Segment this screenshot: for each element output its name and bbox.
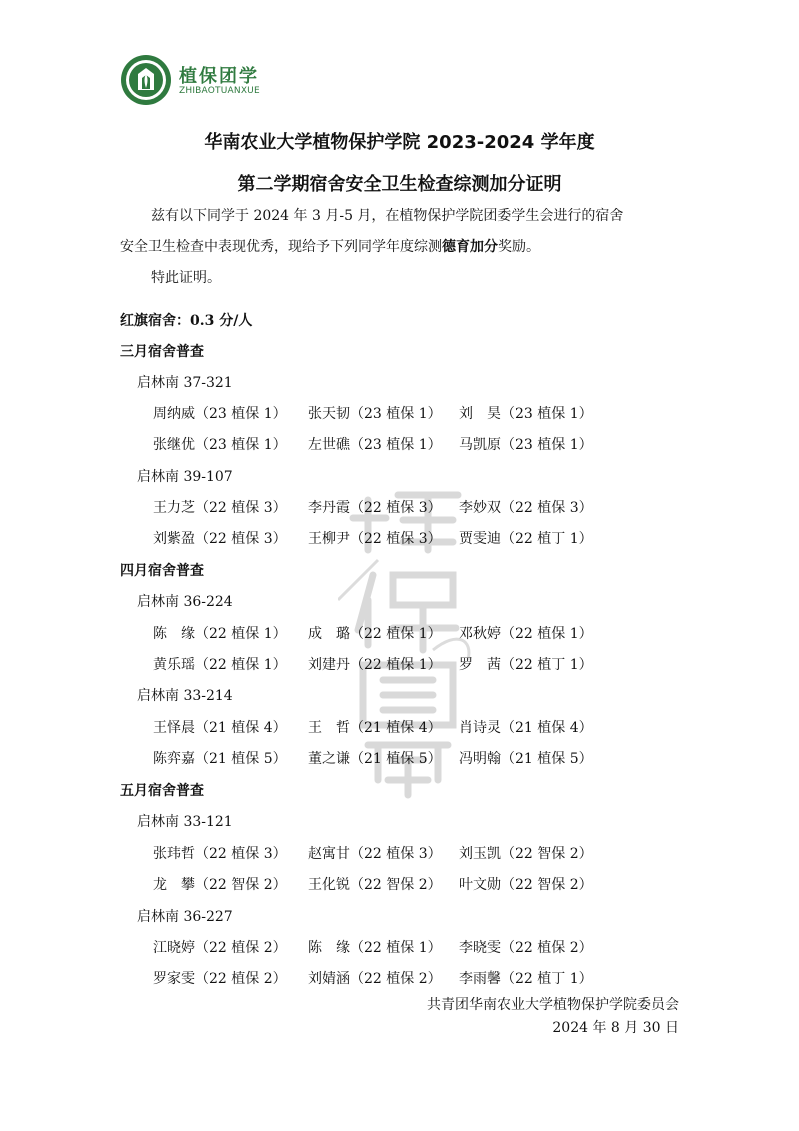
student-entry: 贾雯迪（22 植丁 1） xyxy=(459,531,593,547)
body-paragraph-2-end: 奖励。 xyxy=(498,239,540,255)
student-entry: 邓秋婷（22 植保 1） xyxy=(459,626,593,642)
logo-pinyin: ZHIBAOTUANXUE xyxy=(179,86,260,96)
student-entry: 刘紫盈（22 植保 3） xyxy=(153,531,287,547)
body-paragraph-1: 兹有以下同学于 2024 年 3 月-5 月，在植物保护学院团委学生会进行的宿舍 xyxy=(151,208,624,224)
student-entry: 王柳尹（22 植保 3） xyxy=(308,531,442,547)
student-entry: 王怿晨（21 植保 4） xyxy=(153,720,287,736)
student-entry: 叶文勋（22 智保 2） xyxy=(459,877,593,893)
student-entry: 陈 缘（22 植保 1） xyxy=(153,626,287,642)
month-heading: 五月宿舍普查 xyxy=(120,783,204,799)
student-entry: 刘 昊（23 植保 1） xyxy=(459,406,593,422)
student-entry: 黄乐瑶（22 植保 1） xyxy=(153,657,287,673)
student-entry: 左世礁（23 植保 1） xyxy=(308,437,442,453)
student-entry: 李晓雯（22 植保 2） xyxy=(459,940,593,956)
month-heading: 四月宿舍普查 xyxy=(120,563,204,579)
logo-name: 植保团学 xyxy=(179,66,259,87)
award-line: 红旗宿舍：0.3 分/人 xyxy=(120,313,253,329)
student-entry: 成 璐（22 植保 1） xyxy=(308,626,442,642)
student-entry: 龙 攀（22 智保 2） xyxy=(153,877,287,893)
student-entry: 王力芝（22 植保 3） xyxy=(153,500,287,516)
student-entry: 李丹霞（22 植保 3） xyxy=(308,500,442,516)
student-entry: 马凯原（23 植保 1） xyxy=(459,437,593,453)
student-entry: 王化锐（22 智保 2） xyxy=(308,877,442,893)
logo-emblem-icon xyxy=(120,54,172,106)
signature-organization: 共青团华南农业大学植物保护学院委员会 xyxy=(427,997,679,1013)
dorm-name: 启林南 33-214 xyxy=(137,688,233,704)
student-entry: 董之谦（21 植保 5） xyxy=(308,751,442,767)
title-line-2: 第二学期宿舍安全卫生检查综测加分证明 xyxy=(237,174,562,195)
student-entry: 赵寓甘（22 植保 3） xyxy=(308,846,442,862)
student-entry: 刘建丹（22 植保 1） xyxy=(308,657,442,673)
student-entry: 刘婧涵（22 植保 2） xyxy=(308,971,442,987)
dorm-name: 启林南 37-321 xyxy=(137,375,233,391)
body-paragraph-2-emphasis: 德育加分 xyxy=(442,239,498,255)
student-entry: 陈 缘（22 植保 1） xyxy=(308,940,442,956)
dorm-name: 启林南 39-107 xyxy=(137,469,233,485)
dorm-name: 启林南 33-121 xyxy=(137,814,233,830)
body-paragraph-2 xyxy=(120,232,540,262)
student-entry: 李雨馨（22 植丁 1） xyxy=(459,971,593,987)
student-entry: 刘玉凯（22 智保 2） xyxy=(459,846,593,862)
signature-date: 2024 年 8 月 30 日 xyxy=(552,1020,679,1036)
student-entry: 周纳威（23 植保 1） xyxy=(153,406,287,422)
student-entry: 陈弈嘉（21 植保 5） xyxy=(153,751,287,767)
student-entry: 冯明翰（21 植保 5） xyxy=(459,751,593,767)
month-heading: 三月宿舍普查 xyxy=(120,344,204,360)
student-entry: 罗家雯（22 植保 2） xyxy=(153,971,287,987)
student-entry: 王 哲（21 植保 4） xyxy=(308,720,442,736)
student-entry: 张继优（23 植保 1） xyxy=(153,437,287,453)
logo xyxy=(120,54,280,106)
dorm-name: 启林南 36-227 xyxy=(137,909,233,925)
student-entry: 张天韧（23 植保 1） xyxy=(308,406,442,422)
student-entry: 张玮哲（22 植保 3） xyxy=(153,846,287,862)
student-entry: 李妙双（22 植保 3） xyxy=(459,500,593,516)
student-entry: 肖诗灵（21 植保 4） xyxy=(459,720,593,736)
body-paragraph-3: 特此证明。 xyxy=(151,270,221,286)
title-line-1: 华南农业大学植物保护学院 2023-2024 学年度 xyxy=(204,132,595,153)
student-entry: 罗 茜（22 植丁 1） xyxy=(459,657,593,673)
student-entry: 江晓婷（22 植保 2） xyxy=(153,940,287,956)
dorm-name: 启林南 36-224 xyxy=(137,594,233,610)
body-paragraph-2-text: 安全卫生检查中表现优秀，现给予下列同学年度综测 xyxy=(120,239,442,255)
